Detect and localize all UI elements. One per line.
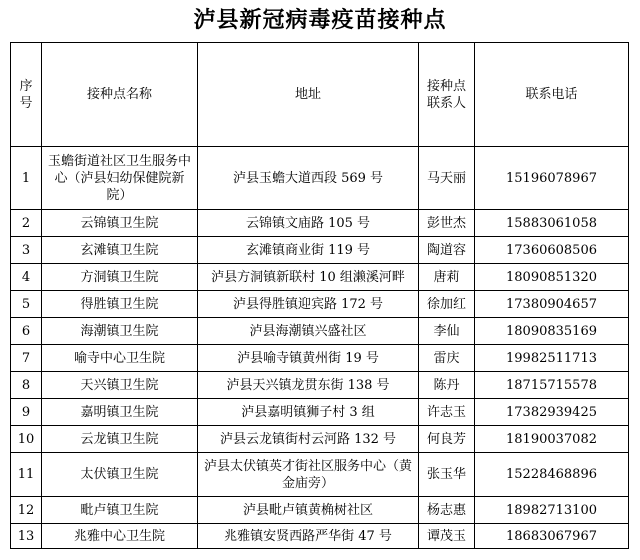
cell-address: 泸县海潮镇兴盛社区 <box>198 318 419 345</box>
table-row <box>11 210 629 237</box>
table-row <box>11 497 629 524</box>
cell-phone: 15883061058 <box>475 210 629 237</box>
cell-contact: 李仙 <box>419 318 475 345</box>
cell-contact: 雷庆 <box>419 345 475 372</box>
cell-address: 泸县太伏镇英才街社区服务中心（黄金庙旁） <box>198 453 419 497</box>
cell-address: 云锦镇文庙路 105 号 <box>198 210 419 237</box>
cell-no: 1 <box>11 147 42 210</box>
cell-address: 泸县方洞镇新联村 10 组濑溪河畔 <box>198 264 419 291</box>
cell-no: 9 <box>11 399 42 426</box>
cell-phone: 18090835169 <box>475 318 629 345</box>
cell-no: 12 <box>11 497 42 524</box>
table-row <box>11 264 629 291</box>
header-address: 地址 <box>198 43 419 147</box>
table-row <box>11 147 629 210</box>
cell-address: 兆雅镇安贤西路严华街 47 号 <box>198 524 419 549</box>
cell-no: 2 <box>11 210 42 237</box>
cell-phone: 15228468896 <box>475 453 629 497</box>
vaccination-sites-table <box>10 42 629 549</box>
cell-site-name: 喻寺中心卫生院 <box>42 345 198 372</box>
cell-address: 玄滩镇商业街 119 号 <box>198 237 419 264</box>
cell-site-name: 得胜镇卫生院 <box>42 291 198 318</box>
table-row <box>11 399 629 426</box>
cell-site-name: 毗卢镇卫生院 <box>42 497 198 524</box>
table-row <box>11 291 629 318</box>
cell-phone: 18090851320 <box>475 264 629 291</box>
header-phone: 联系电话 <box>475 43 629 147</box>
cell-site-name: 海潮镇卫生院 <box>42 318 198 345</box>
header-no: 序号 <box>11 43 42 147</box>
cell-no: 13 <box>11 524 42 549</box>
page-title: 泸县新冠病毒疫苗接种点 <box>193 7 447 33</box>
cell-site-name: 太伏镇卫生院 <box>42 453 198 497</box>
cell-phone: 17380904657 <box>475 291 629 318</box>
cell-phone: 19982511713 <box>475 345 629 372</box>
cell-site-name: 云龙镇卫生院 <box>42 426 198 453</box>
cell-contact: 陈丹 <box>419 372 475 399</box>
cell-contact: 马天丽 <box>419 147 475 210</box>
cell-site-name: 兆雅中心卫生院 <box>42 524 198 549</box>
cell-phone: 17382939425 <box>475 399 629 426</box>
cell-contact: 唐莉 <box>419 264 475 291</box>
table-row <box>11 345 629 372</box>
cell-address: 泸县得胜镇迎宾路 172 号 <box>198 291 419 318</box>
cell-phone: 18982713100 <box>475 497 629 524</box>
cell-contact: 许志玉 <box>419 399 475 426</box>
cell-site-name: 天兴镇卫生院 <box>42 372 198 399</box>
cell-contact: 陶道容 <box>419 237 475 264</box>
cell-address: 泸县云龙镇街村云河路 132 号 <box>198 426 419 453</box>
cell-site-name: 玄滩镇卫生院 <box>42 237 198 264</box>
cell-site-name: 云锦镇卫生院 <box>42 210 198 237</box>
cell-no: 8 <box>11 372 42 399</box>
cell-contact: 杨志惠 <box>419 497 475 524</box>
cell-no: 11 <box>11 453 42 497</box>
cell-site-name: 嘉明镇卫生院 <box>42 399 198 426</box>
cell-phone: 18190037082 <box>475 426 629 453</box>
header-contact: 接种点联系人 <box>419 43 475 147</box>
cell-no: 5 <box>11 291 42 318</box>
table-header-row <box>11 43 629 147</box>
cell-no: 6 <box>11 318 42 345</box>
cell-no: 4 <box>11 264 42 291</box>
cell-phone: 15196078967 <box>475 147 629 210</box>
cell-no: 3 <box>11 237 42 264</box>
cell-phone: 18683067967 <box>475 524 629 549</box>
table-row <box>11 524 629 549</box>
cell-site-name: 方洞镇卫生院 <box>42 264 198 291</box>
cell-phone: 17360608506 <box>475 237 629 264</box>
table-row <box>11 372 629 399</box>
cell-contact: 徐加红 <box>419 291 475 318</box>
cell-no: 10 <box>11 426 42 453</box>
cell-contact: 彭世杰 <box>419 210 475 237</box>
cell-contact: 何良芳 <box>419 426 475 453</box>
table-row <box>11 453 629 497</box>
cell-site-name: 玉蟾街道社区卫生服务中心（泸县妇幼保健院新院） <box>42 147 198 210</box>
table-row <box>11 426 629 453</box>
cell-no: 7 <box>11 345 42 372</box>
cell-contact: 谭茂玉 <box>419 524 475 549</box>
cell-address: 泸县毗卢镇黄桷树社区 <box>198 497 419 524</box>
cell-address: 泸县嘉明镇狮子村 3 组 <box>198 399 419 426</box>
table-row <box>11 237 629 264</box>
table-row <box>11 318 629 345</box>
cell-address: 泸县喻寺镇黄州街 19 号 <box>198 345 419 372</box>
cell-phone: 18715715578 <box>475 372 629 399</box>
header-site-name: 接种点名称 <box>42 43 198 147</box>
cell-address: 泸县玉蟾大道西段 569 号 <box>198 147 419 210</box>
cell-address: 泸县天兴镇龙贯东街 138 号 <box>198 372 419 399</box>
cell-contact: 张玉华 <box>419 453 475 497</box>
